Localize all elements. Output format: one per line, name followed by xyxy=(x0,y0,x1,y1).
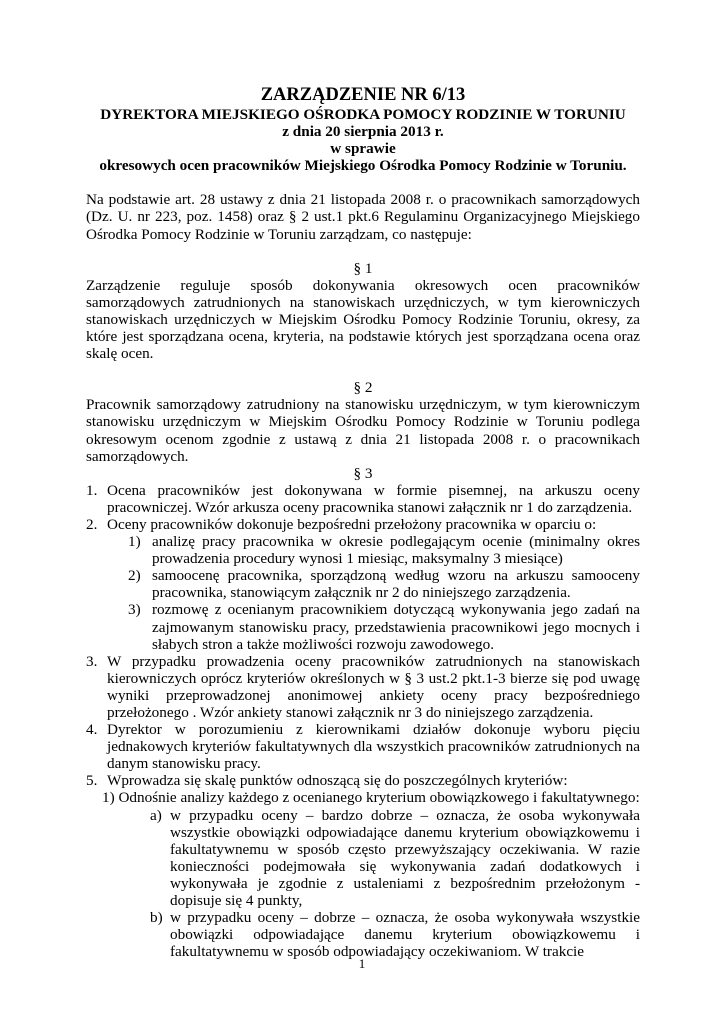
list-item xyxy=(86,482,640,516)
list-item-number: 5. xyxy=(86,772,98,790)
section-3-mark: § 3 xyxy=(353,464,373,482)
list-item-text: W przypadku prowadzenia oceny pracowników zatrudnionych na stanowiskach kierowniczych oprócz kryteriów określonych w § 3 ust.2 pkt.1-3 bierze się pod uwagę wyniki przeprowadzonej anonimowej ankiety oceny pracy bezpośredniego przełożonego . Wzór ankiety stanowi załącznik nr 3 do niniejszego zarządzenia. xyxy=(107,652,640,721)
scale-item-letter: a) xyxy=(150,806,162,824)
preamble: Na podstawie art. 28 ustawy z dnia 21 listopada 2008 r. o pracownikach samorządowych (Dz. U. nr 223, poz. 1458) oraz § 2 ust.1 pkt.6 Regulaminu Organizacyjnego Miejskiego Ośrodka Pomocy Rodzinie w Toruniu zarządzam, co następuje: xyxy=(86,191,640,243)
list-item xyxy=(86,516,640,533)
section-1-text: Zarządzenie reguluje sposób dokonywania okresowych ocen pracowników samorządowych zatrudnionych na stanowiskach urzędniczych, w tym kierowniczych stanowiskach urzędniczych w Miejskim Ośrodku Pomocy Rodzinie Toruniu, okresy, za które jest sporządzana ocena, kryteria, na podstawie których jest sporządzana ocena oraz skalę ocen. xyxy=(86,276,640,363)
list-item xyxy=(86,772,640,789)
section-2-mark: § 2 xyxy=(353,379,373,397)
sub-list-item-text: samoocenę pracownika, sporządzoną według wzoru na arkuszu samooceny pracownika, stanowiącym załącznik nr 2 do niniejszego zarządzenia. xyxy=(152,567,640,602)
scale-subheading: 1) Odnośnie analizy każdego z ocenianego kryterium obowiązkowego i fakultatywnego: xyxy=(102,789,640,807)
list-item-number: 1. xyxy=(86,481,98,499)
document-subject: okresowych ocen pracowników Miejskiego Ośrodka Pomocy Rodzinie w Toruniu. xyxy=(99,157,627,175)
list-item xyxy=(86,653,640,721)
sub-list-item xyxy=(86,533,640,567)
sub-list-item-number: 2) xyxy=(128,567,141,585)
document-title: ZARZĄDZENIE NR 6/13 xyxy=(260,85,466,105)
list-item-text: Oceny pracowników dokonuje bezpośredni przełożony pracownika w oparciu o: xyxy=(107,515,597,533)
page-number: 1 xyxy=(358,956,366,971)
scale-item-letter: b) xyxy=(150,909,163,927)
section-1-mark: § 1 xyxy=(353,259,373,277)
sub-list-item xyxy=(86,601,640,652)
list-item-number: 4. xyxy=(86,721,98,739)
sub-list-item-number: 1) xyxy=(128,533,141,551)
scale-item xyxy=(86,807,640,910)
list-item-text: Wprowadza się skalę punktów odnoszącą się do poszczególnych kryteriów: xyxy=(107,772,568,790)
sub-list-item-text: analizę pracy pracownika w okresie podlegającym ocenie (minimalny okres prowadzenia procedury wynosi 1 miesiąc, maksymalny 3 miesiące) xyxy=(152,533,640,568)
scale-item xyxy=(86,909,640,960)
sub-list-item xyxy=(86,567,640,601)
section-2-text: Pracownik samorządowy zatrudniony na stanowisku urzędniczym, w tym kierowniczym stanowisku urzędniczym w Miejskim Ośrodku Pomocy Rodzinie w Toruniu podlega okresowym ocenom zgodnie z ustawą z dnia 21 listopada 2008 r. o pracownikach samorządowych. xyxy=(86,396,640,465)
scale-item-text: w przypadku oceny – bardzo dobrze – oznacza, że osoba wykonywała wszystkie obowiązki odpowiadające danemu kryterium obowiązkowemu i fakultatywnemu w sposób często przewyższający oczekiwania. W razie konieczności podejmowała się wykonywania zadań dodatkowych i wykonywała je zgodnie z ustaleniami z bezpośrednim przełożonym - dopisuje się 4 punkty, xyxy=(170,806,640,910)
document-issuer: DYREKTORA MIEJSKIEGO OŚRODKA POMOCY RODZINIE W TORUNIU xyxy=(100,106,626,123)
list-item-text: Ocena pracowników jest dokonywana w formie pisemnej, na arkuszu oceny pracowniczej. Wzór arkusza oceny pracownika stanowi załącznik nr 1 do zarządzenia. xyxy=(107,481,640,516)
list-item xyxy=(86,721,640,772)
list-item-number: 2. xyxy=(86,515,98,533)
scale-item-text: w przypadku oceny – dobrze – oznacza, że osoba wykonywała wszystkie obowiązki odpowiadające danemu kryterium obowiązkowemu i fakultatywnemu w sposób odpowiadający oczekiwaniom. W trakcie xyxy=(170,909,640,961)
w-sprawie-label: w sprawie xyxy=(330,140,396,158)
document-date: z dnia 20 sierpnia 2013 r. xyxy=(282,123,444,141)
list-item-text: Dyrektor w porozumieniu z kierownikami działów dokonuje wyboru pięciu jednakowych kryteriów fakultatywnych dla wszystkich pracowników zatrudnionych na danym stanowisku pracy. xyxy=(107,721,640,773)
sub-list-item-number: 3) xyxy=(128,601,141,619)
document-page xyxy=(86,84,640,960)
sub-list-item-text: rozmowę z ocenianym pracownikiem dotyczącą wykonywania jego zadań na zajmowanym stanowisku pracy, przedstawienia pracownikowi jego mocnych i słabych stron a także możliwości rozwoju zawodowego. xyxy=(152,601,640,653)
list-item-number: 3. xyxy=(86,652,98,670)
